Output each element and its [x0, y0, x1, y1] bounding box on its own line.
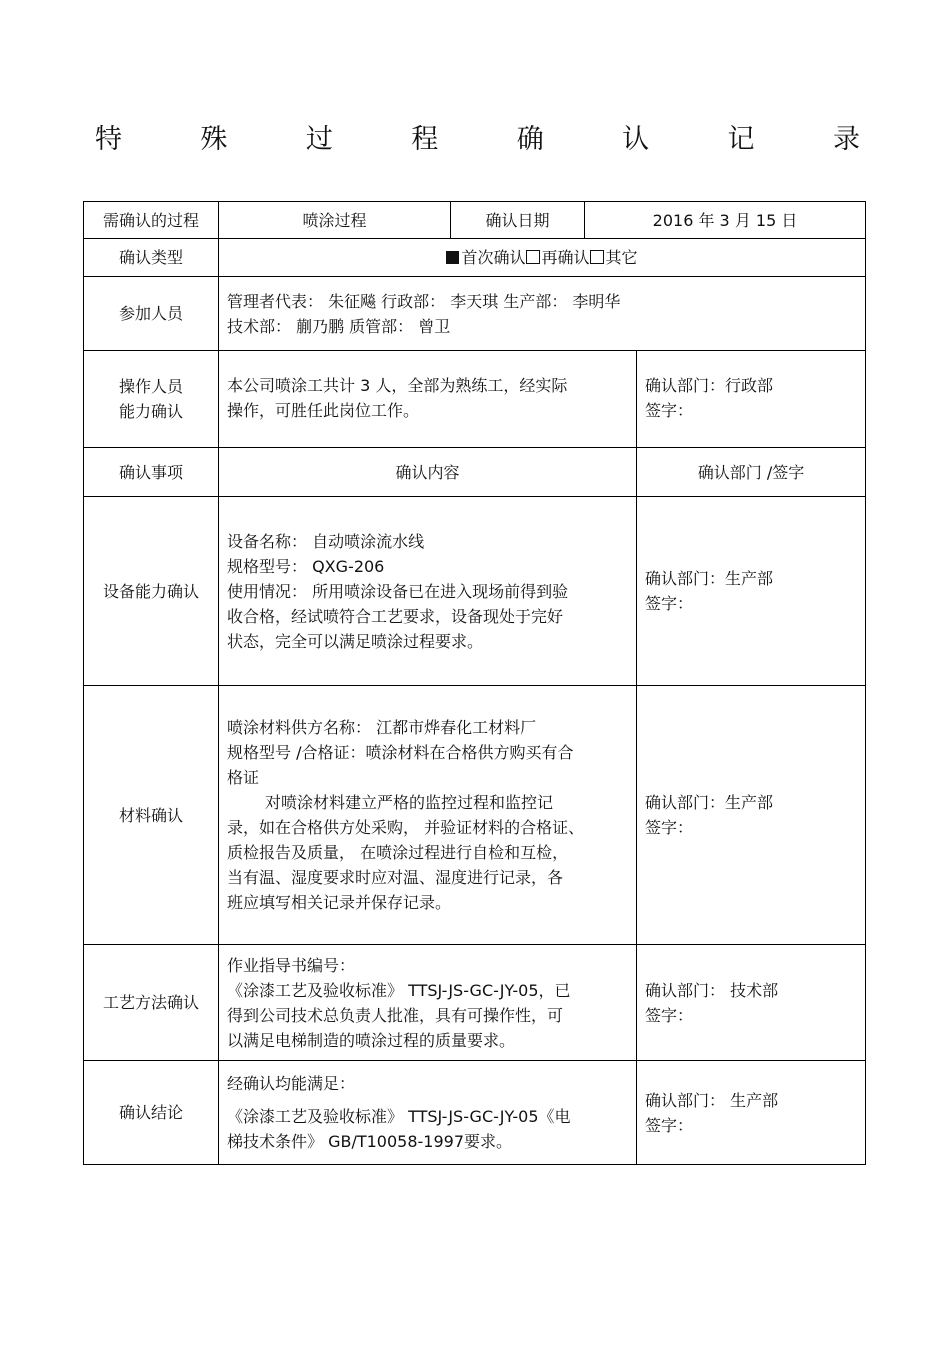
participants-line: 技术部： 蒯乃鹏 质管部： 曾卫 — [227, 316, 451, 336]
checkbox-empty-icon — [590, 250, 604, 264]
table-row — [84, 945, 866, 1061]
operator-dept-sign — [637, 351, 866, 448]
dept-text: 确认部门： 生产部 — [645, 1090, 779, 1110]
content-line: 操作，可胜任此岗位工作。 — [227, 401, 420, 420]
table-row — [84, 686, 866, 945]
sign-text: 签字： — [645, 818, 694, 837]
title-char: 殊 — [200, 123, 228, 155]
title-char: 录 — [832, 123, 860, 155]
equipment-dept-sign — [637, 497, 866, 686]
table-row — [84, 202, 866, 239]
option-reconfirm: 再确认 — [541, 248, 590, 267]
table-row — [84, 277, 866, 351]
content-line: 本公司喷涂工共计 3 人，全部为熟练工，经实际 — [227, 376, 568, 395]
header-item: 确认事项 — [84, 448, 219, 497]
title-char: 特 — [95, 123, 122, 155]
equipment-label: 设备能力确认 — [84, 497, 219, 686]
confirm-type-label: 确认类型 — [84, 239, 219, 277]
material-label: 材料确认 — [84, 686, 219, 945]
content-line: 得到公司技术总负责人批准，具有可操作性，可 — [227, 1005, 564, 1025]
header-dept-sign: 确认部门 /签字 — [637, 448, 866, 497]
content-line: 班应填写相关记录并保存记录。 — [227, 893, 452, 912]
content-line: 《涂漆工艺及验收标准》 TTSJ-JS-GC-JY-05，已 — [227, 980, 571, 1000]
content-line: 规格型号： QXG-206 — [227, 556, 385, 576]
title-char: 确 — [516, 123, 544, 155]
table-row — [84, 351, 866, 448]
title-char: 过 — [305, 123, 333, 155]
sign-text: 签字： — [645, 401, 694, 420]
content-line: 喷涂材料供方名称： 江都市烨春化工材料厂 — [227, 718, 537, 737]
content-line: 使用情况： 所用喷涂设备已在进入现场前得到验 — [227, 581, 569, 601]
header-content: 确认内容 — [219, 448, 637, 497]
conclusion-label: 确认结论 — [84, 1061, 219, 1165]
content-line: 状态，完全可以满足喷涂过程要求。 — [227, 631, 484, 651]
process-value: 喷涂过程 — [219, 202, 451, 239]
sign-text: 签字： — [645, 594, 694, 613]
conclusion-content — [219, 1061, 637, 1165]
operator-content — [219, 351, 637, 448]
dept-text: 确认部门： 技术部 — [645, 980, 779, 1000]
content-line: 作业指导书编号： — [227, 955, 356, 975]
content-line: 录，如在合格供方处采购， 并验证材料的合格证、 — [227, 818, 585, 837]
content-line: 对喷涂材料建立严格的监控过程和监控记 — [265, 793, 554, 812]
dept-text: 确认部门：行政部 — [645, 376, 774, 395]
title-char: 记 — [727, 123, 755, 155]
content-line: 《涂漆工艺及验收标准》 TTSJ-JS-GC-JY-05《电 — [227, 1107, 571, 1126]
table-row — [84, 239, 866, 277]
date-value: 2016 年 3 月 15 日 — [585, 202, 866, 239]
conclusion-dept-sign — [637, 1061, 866, 1165]
page-title — [95, 116, 860, 156]
sign-text: 签字： — [645, 1005, 694, 1025]
operator-label-line: 操作人员 — [118, 377, 183, 396]
content-line: 经确认均能满足： — [227, 1074, 356, 1093]
title-char: 程 — [411, 123, 439, 155]
participants-content — [219, 277, 866, 351]
content-line: 当有温、湿度要求时应对温、湿度进行记录，各 — [227, 868, 564, 887]
dept-text: 确认部门：生产部 — [645, 793, 774, 812]
date-label: 确认日期 — [451, 202, 585, 239]
process-label: 需确认的过程 — [84, 202, 219, 239]
method-label: 工艺方法确认 — [84, 945, 219, 1061]
checkbox-checked-icon — [446, 251, 459, 264]
option-first-confirm: 首次确认 — [461, 248, 526, 267]
content-line: 格证 — [227, 768, 260, 787]
content-line: 梯技术条件》 GB/T10058-1997要求。 — [227, 1132, 513, 1151]
table-row — [84, 497, 866, 686]
table-row — [84, 448, 866, 497]
method-content — [219, 945, 637, 1061]
operator-label — [84, 351, 219, 448]
material-content — [219, 686, 637, 945]
material-dept-sign — [637, 686, 866, 945]
equipment-content — [219, 497, 637, 686]
content-line: 质检报告及质量， 在喷涂过程进行自检和互检， — [227, 843, 569, 862]
table-row — [84, 1061, 866, 1165]
option-other: 其它 — [605, 248, 638, 267]
operator-label-line: 能力确认 — [118, 402, 183, 421]
participants-label: 参加人员 — [84, 277, 219, 351]
confirmation-record-table — [83, 201, 866, 1165]
content-line: 以满足电梯制造的喷涂过程的质量要求。 — [227, 1030, 516, 1050]
checkbox-empty-icon — [526, 250, 540, 264]
dept-text: 确认部门：生产部 — [645, 569, 774, 588]
content-line: 收合格，经试喷符合工艺要求，设备现处于完好 — [227, 606, 564, 626]
content-line: 设备名称： 自动喷涂流水线 — [227, 531, 425, 551]
content-line: 规格型号 /合格证：喷涂材料在合格供方购买有合 — [227, 743, 574, 762]
method-dept-sign — [637, 945, 866, 1061]
confirm-type-options — [219, 239, 866, 277]
sign-text: 签字： — [645, 1115, 694, 1135]
title-char: 认 — [622, 123, 650, 155]
participants-line: 管理者代表： 朱征飚 行政部： 李天琪 生产部： 李明华 — [227, 291, 621, 311]
